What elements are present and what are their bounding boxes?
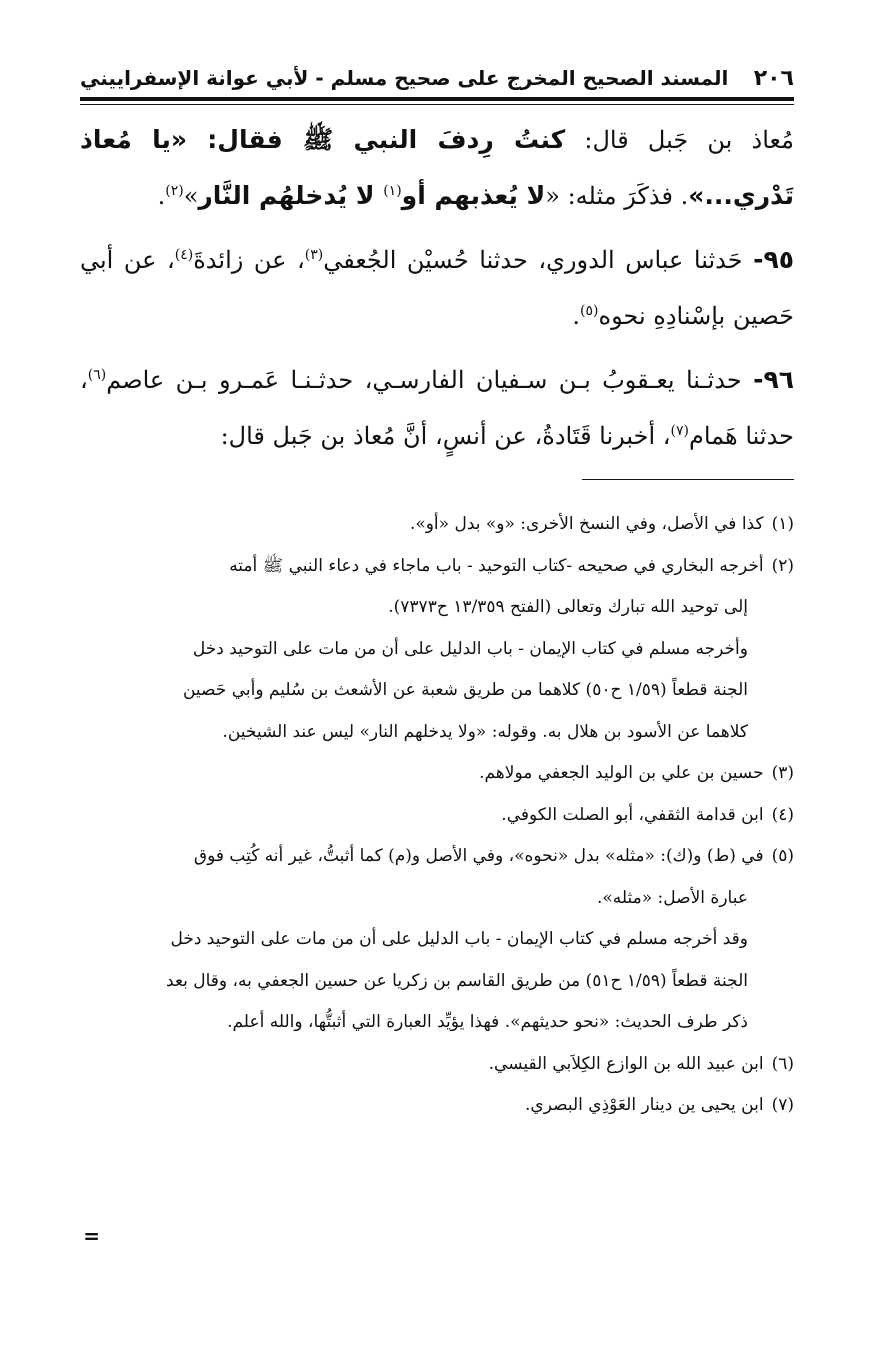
footnote-text: ابن قدامة الثقفي، أبو الصلت الكوفي. bbox=[501, 804, 764, 825]
text-run: . bbox=[572, 302, 581, 330]
footnotes bbox=[80, 504, 794, 1127]
footnote-text: ابن عبيد الله بن الوازع الكِلاَبي القيسي. bbox=[488, 1053, 764, 1074]
text-run: ، أخبرنا قَتَادةُ، عن أنسٍ، أنَّ مُعاذ بن جَبل قال: bbox=[220, 422, 671, 450]
footnote-number: (٧) bbox=[771, 1095, 794, 1115]
footnote-ref-4: (٤) bbox=[174, 247, 194, 263]
footnote-number: (٦) bbox=[771, 1053, 794, 1074]
quoted-speech: «يا مُعاذ تَدْري...» bbox=[80, 125, 794, 210]
text-run: . bbox=[680, 182, 689, 210]
page-number: ٢٠٦ bbox=[753, 65, 794, 91]
quoted-speech: لا يُعذبهم أو bbox=[401, 181, 546, 210]
text-run: ، عن زائدةَ bbox=[193, 246, 305, 274]
footnote-number: (١) bbox=[771, 514, 794, 534]
footnote-5-line: وقد أخرجه مسلم في كتاب الإيمان - باب الدليل على أن من مات على التوحيد دخل bbox=[170, 929, 748, 949]
footnote-4 bbox=[80, 795, 794, 837]
footnote-ref-6: (٦) bbox=[87, 367, 107, 383]
text-run: ، عن أبي حَصين بإسْنادِهِ نحوه bbox=[80, 246, 794, 330]
running-head bbox=[80, 60, 794, 96]
footnote-text: أخرجه البخاري في صحيحه -كتاب التوحيد - باب ماجاء في دعاء النبي ﷺ أمته bbox=[229, 555, 764, 576]
main-text bbox=[80, 112, 794, 464]
footnote-5-line: الجنة قطعاً (١/٥٩ ح٥١) من طريق القاسم بن زكريا عن حسين الجعفي به، وقال بعد bbox=[166, 970, 748, 991]
header-rule-thin bbox=[80, 104, 794, 105]
footnote-ref-1: (١) bbox=[383, 183, 402, 199]
continuation-mark: = bbox=[83, 1224, 100, 1248]
footnote-7 bbox=[80, 1085, 794, 1127]
footnote-ref-7: (٧) bbox=[670, 423, 689, 439]
footnote-ref-2: (٢) bbox=[165, 183, 184, 199]
footnote-1 bbox=[80, 504, 794, 546]
footnote-text: كذا في الأصل، وفي النسخ الأخرى: «و» بدل «أو». bbox=[409, 514, 764, 534]
text-run: فذكَرَ مثله: « bbox=[545, 182, 673, 210]
text-run: حدثـنا يعـقوبُ بـن سـفيان الفارسـي، حدثـنـا عَمـرو بـن عاصم bbox=[106, 366, 754, 394]
footnote-5-line: ذكر طرف الحديث: «نحو حديثهم». فهذا يؤيِّد العبارة التي أثبتُّها، والله أعلم. bbox=[227, 1012, 748, 1032]
footnote-6 bbox=[80, 1044, 794, 1086]
running-title: المسند الصحيح المخرج على صحيح مسلم - لأبي عوانة الإسفراييني bbox=[80, 66, 729, 90]
hadith-96 bbox=[80, 352, 794, 464]
footnote-3 bbox=[80, 753, 794, 795]
hadith-95 bbox=[80, 232, 794, 344]
text-run: مُعاذ بن جَبل قال: bbox=[565, 126, 794, 154]
footnote-text: في (ط) و(ك): «مثله» بدل «نحوه»، وفي الأصل و(م) كما أثبتُّ، غير أنه كُتِب فوق bbox=[193, 846, 764, 866]
footnote-2 bbox=[80, 546, 794, 588]
footnote-ref-5: (٥) bbox=[580, 303, 599, 319]
footnote-ref-3: (٣) bbox=[304, 247, 324, 263]
text-run: . bbox=[157, 182, 166, 210]
footnote-text: حسين بن علي بن الوليد الجعفي مولاهم. bbox=[479, 763, 764, 783]
quoted-speech: كنتُ رِدفَ النبي ﷺ فقال: bbox=[187, 125, 566, 154]
footnote-2-line: الجنة قطعاً (١/٥٩ ح٥٠) كلاهما من طريق شعبة عن الأشعث بن سُليم وأبي حَصين bbox=[182, 680, 748, 700]
footnote-number: (٥) bbox=[771, 846, 794, 866]
footnote-2-line: كلاهما عن الأسود بن هلال به. وقوله: «ولا يدخلهم النار» ليس عند الشيخين. bbox=[222, 721, 748, 742]
footnote-number: (٣) bbox=[771, 763, 794, 783]
text-run: حَدثنا عباس الدوري، حدثنا حُسيْن الجُعفي bbox=[323, 246, 754, 274]
quoted-speech: لا يُدخلهُم النَّار bbox=[198, 181, 384, 210]
text-run: » bbox=[183, 182, 199, 210]
hadith-number: ٩٦- bbox=[753, 365, 794, 394]
footnote-separator bbox=[582, 479, 794, 480]
footnote-5-line: عبارة الأصل: «مثله». bbox=[596, 887, 748, 908]
footnote-2-line: إلى توحيد الله تبارك وتعالى (الفتح ١٣/٣٥٩ ح٧٣٧٣). bbox=[388, 597, 748, 617]
hadith-number: ٩٥- bbox=[753, 245, 795, 274]
footnote-5 bbox=[80, 836, 794, 878]
text-run: ، حدثنا هَمام bbox=[80, 366, 794, 450]
footnote-number: (٤) bbox=[771, 804, 794, 825]
paragraph-continuation bbox=[80, 112, 794, 224]
footnote-number: (٢) bbox=[771, 555, 794, 576]
header-rule-thick bbox=[80, 97, 794, 101]
footnote-2-line: وأخرجه مسلم في كتاب الإيمان - باب الدليل على أن من مات على التوحيد دخل bbox=[192, 638, 748, 659]
footnote-text: ابن يحيى ين دينار العَوْذِي البصري. bbox=[525, 1095, 764, 1115]
